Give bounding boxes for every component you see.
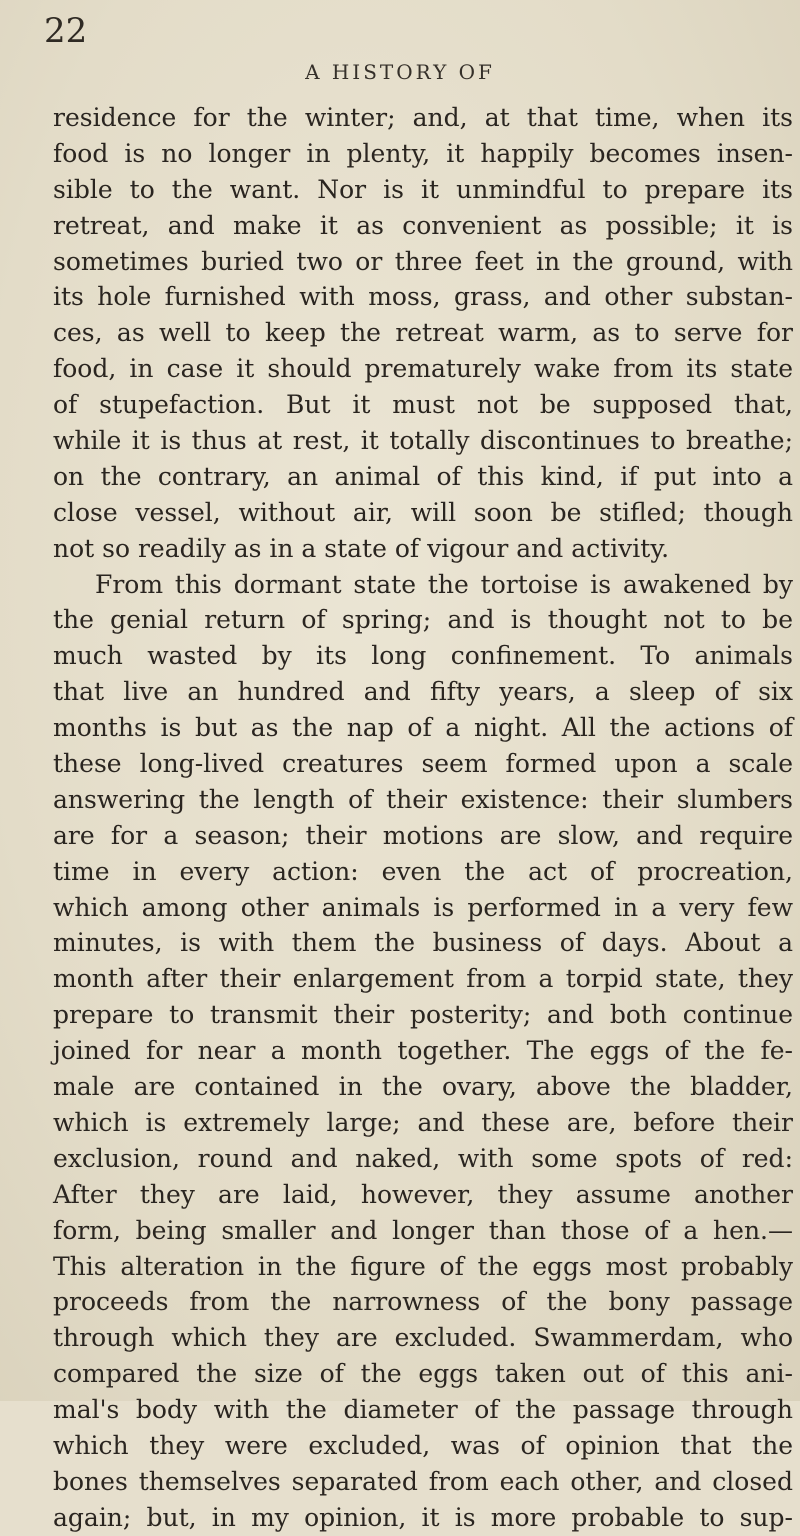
text-line: which they were excluded, was of opinion that the — [53, 1430, 793, 1460]
text-line: again; but, in my opinion, it is more probable to sup- — [53, 1502, 793, 1532]
text-line: exclusion, round and naked, with some spots of red: — [53, 1143, 793, 1173]
text-line: From this dormant state the tortoise is awakened by — [95, 569, 793, 599]
text-line: on the contrary, an animal of this kind, if put into a — [53, 461, 793, 491]
text-line: months is but as the nap of a night. All the actions of — [53, 713, 793, 743]
text-line: bones themselves separated from each other, and closed — [53, 1466, 793, 1496]
text-line: male are contained in the ovary, above the bladder, — [53, 1072, 793, 1102]
text-line: much wasted by its long confinement. To animals — [53, 641, 793, 671]
text-line: are for a season; their motions are slow, and require — [53, 820, 793, 850]
text-line: that live an hundred and fifty years, a sleep of six — [53, 677, 793, 707]
text-line: of stupefaction. But it must not be supposed that, — [53, 390, 793, 420]
text-line: prepare to transmit their posterity; and both continue — [53, 1000, 793, 1030]
text-line: its hole furnished with moss, grass, and other substan- — [53, 282, 793, 312]
text-line: through which they are excluded. Swammerdam, who — [53, 1323, 793, 1353]
text-line: close vessel, without air, will soon be stifled; though — [53, 497, 793, 527]
text-line: food, in case it should prematurely wake from its state — [53, 354, 793, 384]
page-number: 22 — [44, 11, 88, 51]
text-line: answering the length of their existence: their slumbers — [53, 784, 793, 814]
running-head: A HISTORY OF — [305, 60, 495, 84]
text-line: time in every action: even the act of procreation, — [53, 856, 793, 886]
text-line: After they are laid, however, they assume another — [53, 1179, 793, 1209]
text-line: form, being smaller and longer than those of a hen.— — [53, 1215, 793, 1245]
text-line: sometimes buried two or three feet in the ground, with — [53, 246, 793, 276]
text-line: sible to the want. Nor is it unmindful to prepare its — [53, 174, 793, 204]
text-line: ces, as well to keep the retreat warm, as to serve for — [53, 318, 793, 348]
body-text — [53, 100, 793, 1536]
text-line: minutes, is with them the business of days. About a — [53, 928, 793, 958]
text-line: proceeds from the narrowness of the bony passage — [53, 1287, 793, 1317]
text-line: This alteration in the figure of the eggs most probably — [53, 1251, 793, 1281]
text-line: the genial return of spring; and is thought not to be — [53, 605, 793, 635]
text-line: these long-lived creatures seem formed upon a scale — [53, 749, 793, 779]
text-line: residence for the winter; and, at that time, when its — [53, 103, 793, 132]
text-line: retreat, and make it as convenient as possible; it is — [53, 210, 793, 240]
text-line: while it is thus at rest, it totally discontinues to breathe; — [53, 426, 793, 456]
text-line: joined for near a month together. The eggs of the fe- — [53, 1036, 793, 1066]
text-line: mal's body with the diameter of the passage through — [53, 1395, 793, 1425]
text-line: month after their enlargement from a torpid state, they — [53, 964, 793, 994]
text-line: compared the size of the eggs taken out of this ani- — [53, 1359, 793, 1389]
text-line: which among other animals is performed in a very few — [53, 892, 793, 922]
text-line: not so readily as in a state of vigour and activity. — [53, 533, 670, 563]
text-line: food is no longer in plenty, it happily becomes insen- — [53, 138, 793, 168]
text-line: which is extremely large; and these are, before their — [53, 1107, 793, 1137]
